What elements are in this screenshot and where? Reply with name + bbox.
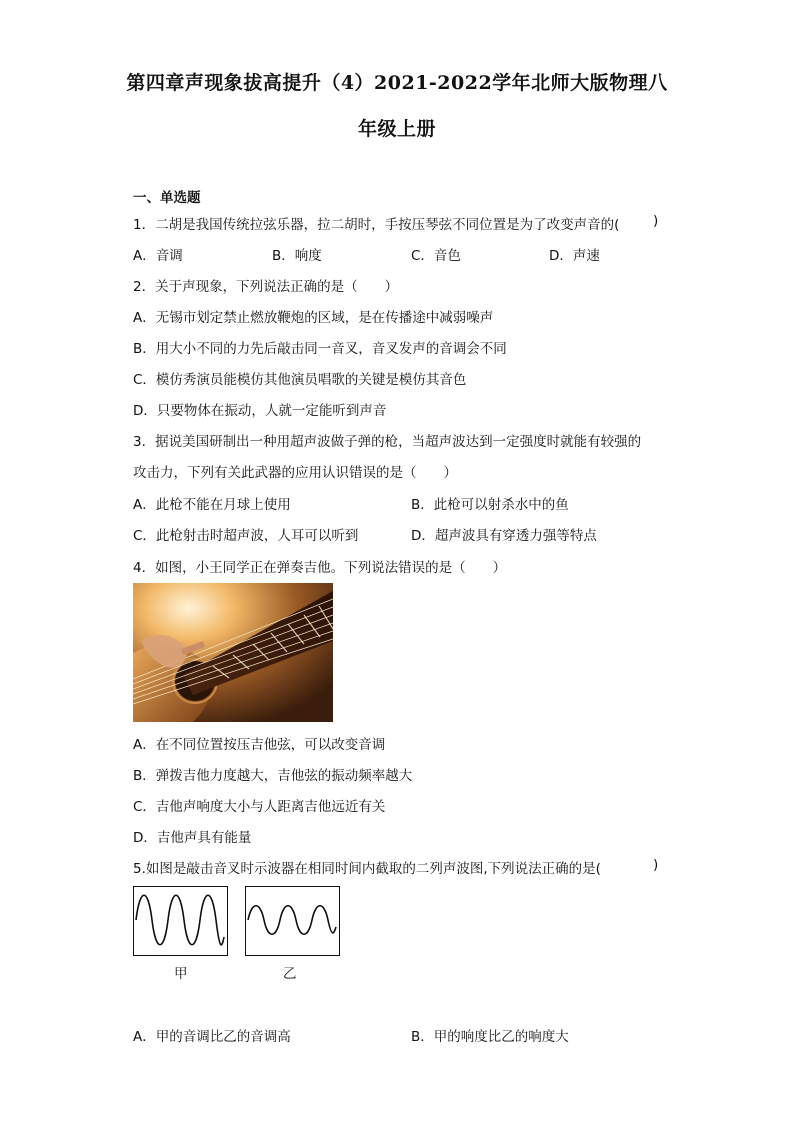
document-title-line1: 第四章声现象拔高提升（4）2021-2022学年北师大版物理八 xyxy=(126,72,668,94)
document-title-line2: 年级上册 xyxy=(357,118,436,140)
q2-stem: 2．关于声现象，下列说法正确的是（ ） xyxy=(133,279,399,295)
q5-close-paren: ) xyxy=(653,857,659,873)
section-heading: 一、单选题 xyxy=(133,190,201,206)
q3-option-d: D．超声波具有穿透力强等特点 xyxy=(411,528,597,544)
q1-option-a: A．音调 xyxy=(133,248,183,264)
q3-stem-line2: 攻击力，下列有关此武器的应用认识错误的是（ ） xyxy=(133,465,457,481)
q2-option-b: B．用大小不同的力先后敲击同一音叉，音叉发声的音调会不同 xyxy=(133,341,507,357)
q1-close-paren: ) xyxy=(653,213,659,229)
q2-option-a: A．无锡市划定禁止燃放鞭炮的区域，是在传播途中减弱噪声 xyxy=(133,310,494,326)
q3-option-c: C．此枪射击时超声波，人耳可以听到 xyxy=(133,528,359,544)
q4-option-b: B．弹拨吉他力度越大，吉他弦的振动频率越大 xyxy=(133,768,413,784)
q4-stem: 4．如图，小王同学正在弹奏吉他。下列说法错误的是（ ） xyxy=(133,560,507,576)
q4-option-a: A．在不同位置按压吉他弦，可以改变音调 xyxy=(133,737,386,753)
guitar-photo xyxy=(133,583,333,722)
waveform-label-yi: 乙 xyxy=(283,966,297,982)
q5-option-b: B．甲的响度比乙的响度大 xyxy=(411,1029,569,1045)
q5-option-a: A．甲的音调比乙的音调高 xyxy=(133,1029,291,1045)
q1-stem: 1．二胡是我国传统拉弦乐器，拉二胡时，手按压琴弦不同位置是为了改变声音的( xyxy=(133,217,620,233)
waveform-yi-curve xyxy=(248,906,336,935)
waveform-jia-curve xyxy=(136,895,224,945)
q2-option-c: C．模仿秀演员能模仿其他演员唱歌的关键是模仿其音色 xyxy=(133,372,467,388)
waveform-jia xyxy=(133,886,228,956)
q1-option-c: C．音色 xyxy=(411,248,461,264)
q5-stem: 5.如图是敲击音叉时示波器在相同时间内截取的二列声波图,下列说法正确的是( xyxy=(133,861,601,877)
q4-option-c: C．吉他声响度大小与人距离吉他远近有关 xyxy=(133,799,386,815)
waveform-yi xyxy=(245,886,340,956)
q3-option-a: A．此枪不能在月球上使用 xyxy=(133,497,291,513)
q1-option-b: B．响度 xyxy=(272,248,322,264)
q3-stem-line1: 3．据说美国研制出一种用超声波做子弹的枪，当超声波达到一定强度时就能有较强的 xyxy=(133,434,642,450)
q1-option-d: D．声速 xyxy=(549,248,600,264)
q4-option-d: D．吉他声具有能量 xyxy=(133,830,252,846)
q2-option-d: D．只要物体在振动，人就一定能听到声音 xyxy=(133,403,387,419)
waveform-label-jia: 甲 xyxy=(174,966,188,982)
q3-option-b: B．此枪可以射杀水中的鱼 xyxy=(411,497,569,513)
